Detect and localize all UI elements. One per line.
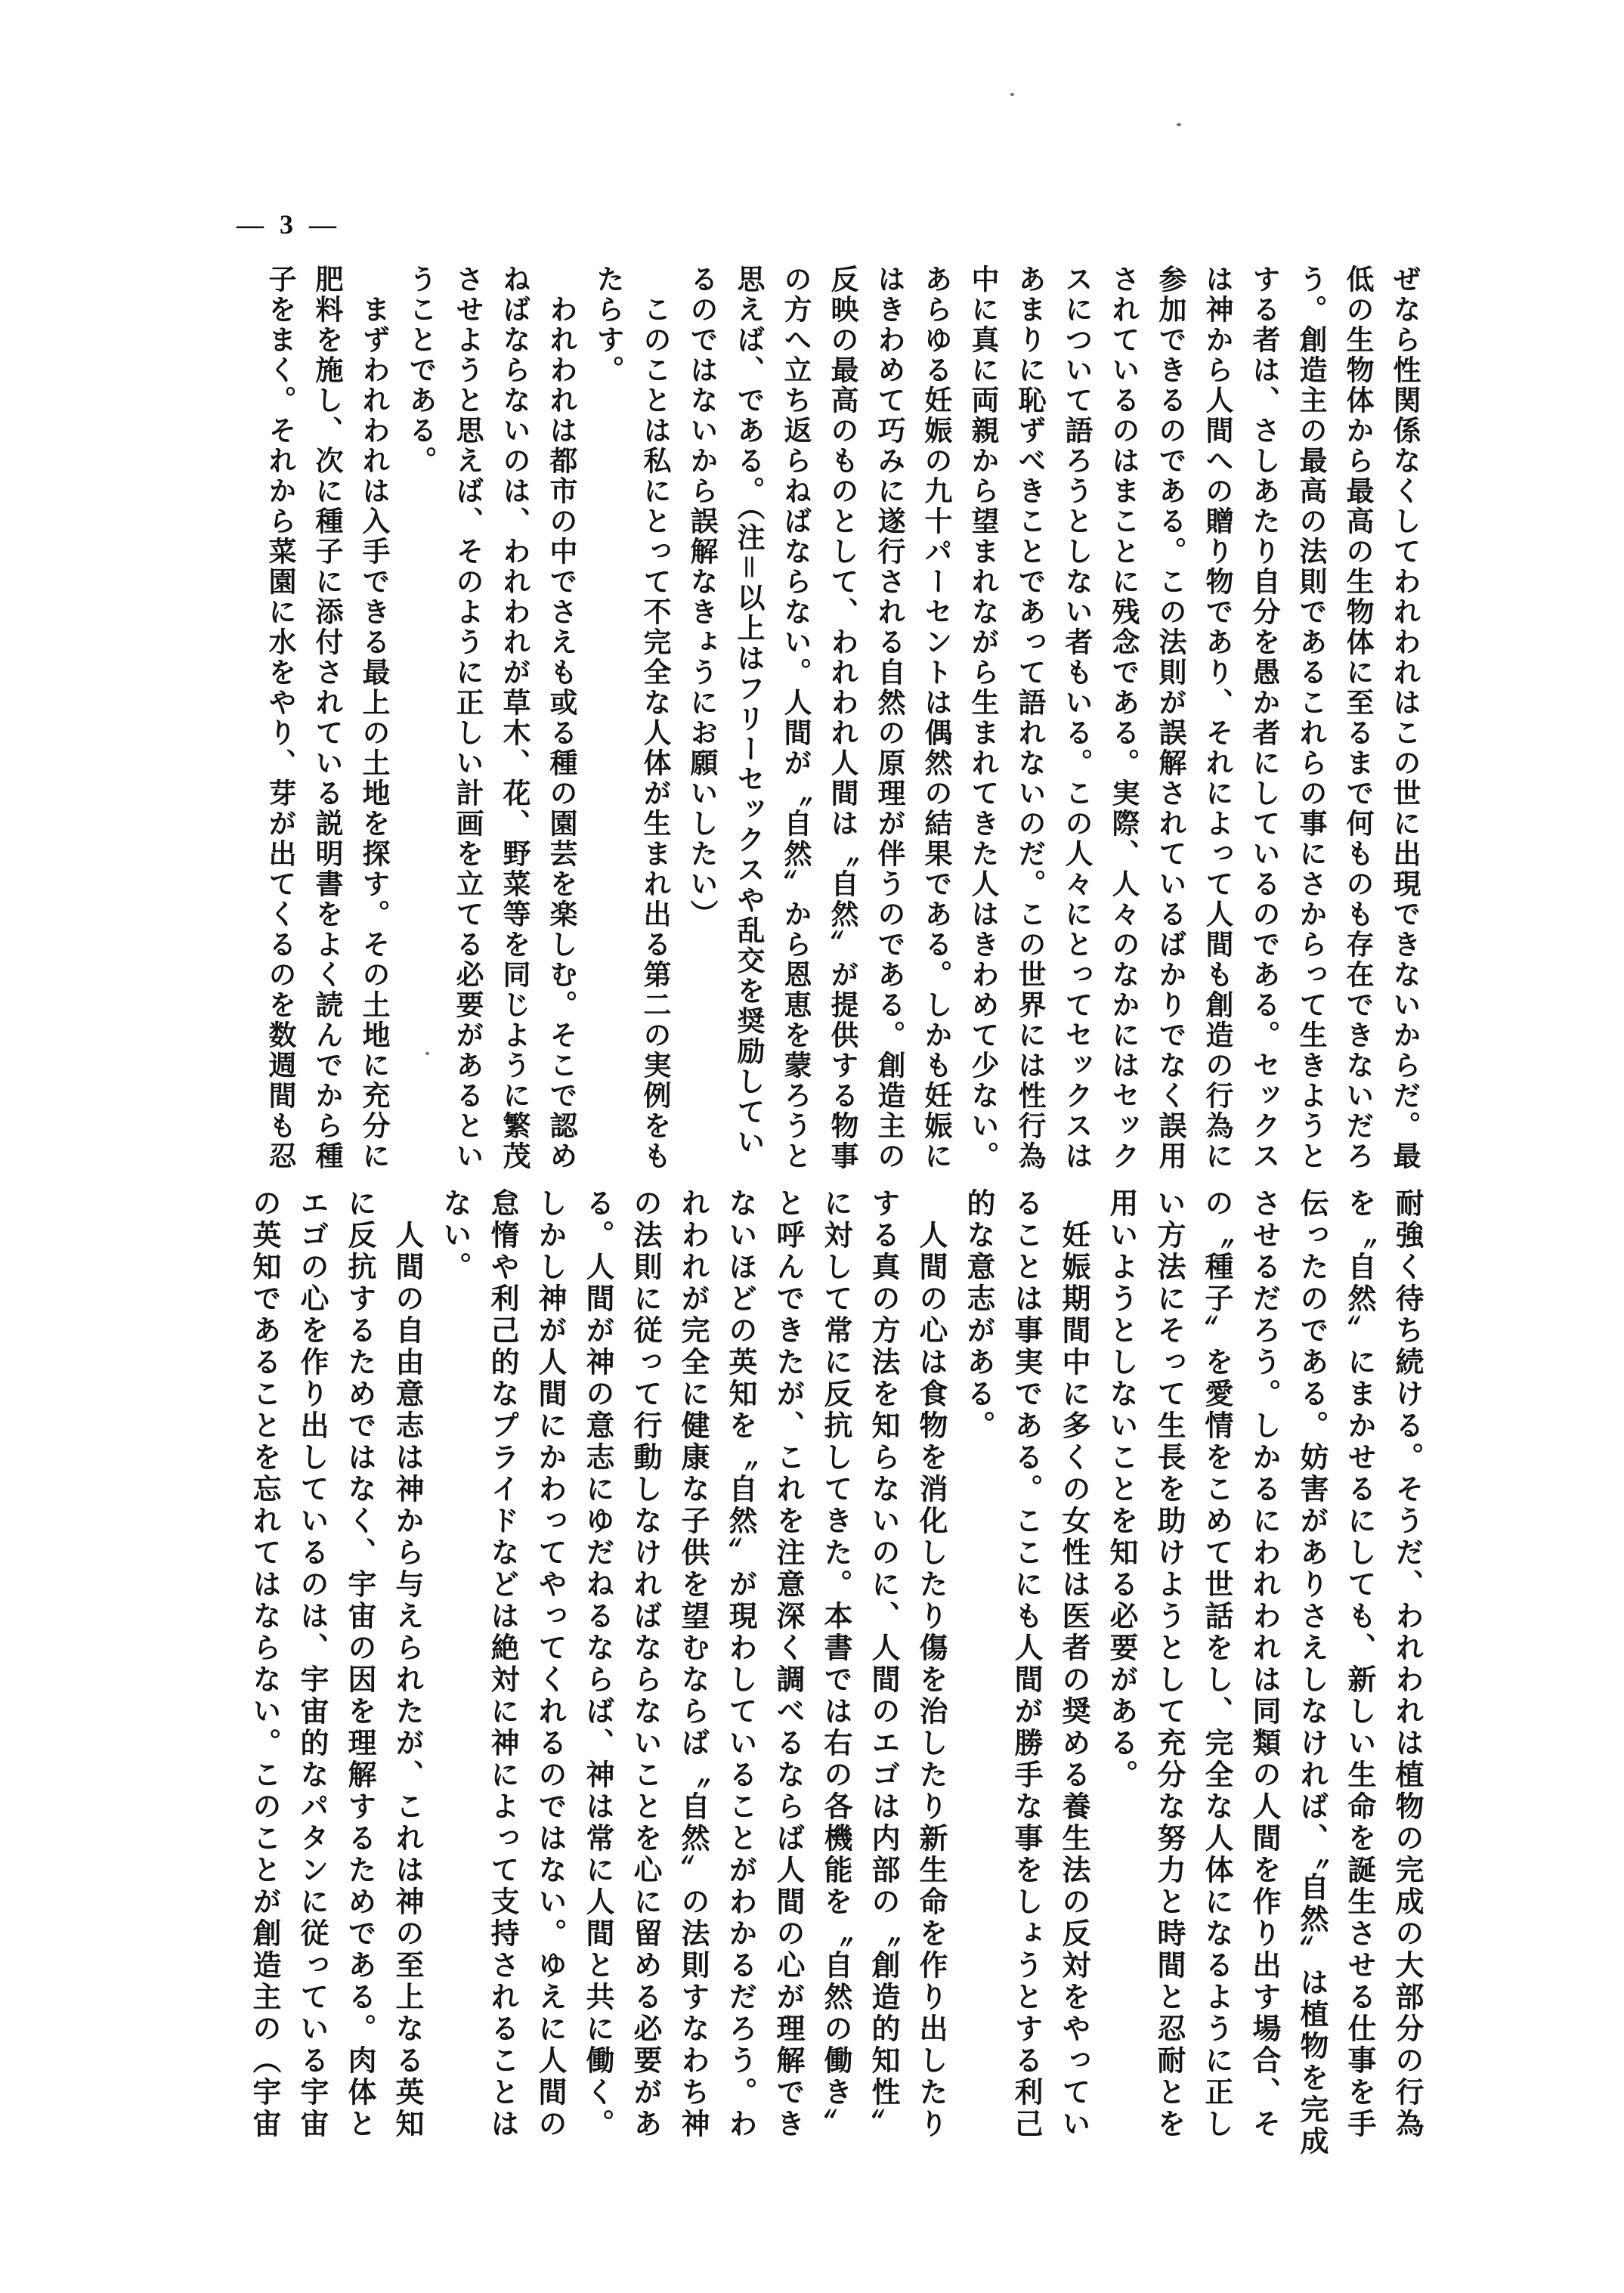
text-column: させるだろう。しかるにわれわれは同類の人間を作り出す場合、そ <box>1248 1188 1279 2140</box>
text-column: しかし神が人間にかわってやってくれるのではない。ゆえに人間の <box>534 1188 565 2140</box>
text-column: このことは私にとって不完全な人体が生まれ出る第二の実例をも <box>639 265 670 1171</box>
text-column: たらす。 <box>592 265 623 385</box>
text-column: の〝種子〞を愛情をこめて世話をし、完全な人体になるように正し <box>1200 1188 1232 2140</box>
text-column: ぜなら性関係なくしてわれわれはこの世に出現できないからだ。最 <box>1388 265 1419 1171</box>
text-column: 人間の自由意志は神から与えられたが、これは神の至上なる英知 <box>391 1188 422 2140</box>
text-column: 用いようとしないことを知る必要がある。 <box>1105 1188 1137 1791</box>
text-column: まずわれわれは入手できる最上の土地を探す。その土地に充分に <box>357 265 388 1171</box>
text-column: エゴの心を作り出しているのは、宇宙的なパタンに従っている宇宙 <box>295 1188 327 2140</box>
text-column: する者は、さしあたり自分を愚か者にしているのである。セックス <box>1248 265 1279 1171</box>
page-number: — 3 — <box>237 209 341 240</box>
text-column: 低の生物体から最高の生物体に至るまで何ものも存在できないだろ <box>1341 265 1372 1171</box>
text-column: 反映の最高のものとして、われわれ人間は〝自然〞が提供する物事 <box>826 265 857 1171</box>
scan-speck <box>425 1052 429 1055</box>
text-column: る。人間が神の意志にゆだねるならば、神は常に人間と共に働く。 <box>581 1188 613 2140</box>
text-column: 子をまく。それから菜園に水をやり、芽が出てくるのを数週間も忍 <box>264 265 295 1171</box>
text-column: ないほどの英知を〝自然〞が現わしていることがわかるだろう。わ <box>724 1188 756 2140</box>
text-column: する真の方法を知らないのに、人間のエゴは内部の〝創造的知性〞 <box>867 1188 899 2140</box>
text-column: を〝自然〞にまかせるにしても、新しい生命を誕生させる仕事を手 <box>1343 1188 1375 2140</box>
text-column: 怠惰や利己的なプライドなどは絶対に神によって支持されることは <box>486 1188 518 2140</box>
text-column: の方へ立ち返らねばならない。人間が〝自然〞から恩恵を蒙ろうと <box>779 265 810 1171</box>
text-column: ることは事実である。ここにも人間が勝手な事をしょうとする利己 <box>1010 1188 1041 2140</box>
text-column: は神から人間への贈り物であり、それによって人間も創造の行為に <box>1201 265 1232 1171</box>
text-column: れわれが完全に健康な子供を望むならば〝自然〞の法則すなわち神 <box>676 1188 708 2140</box>
text-column: あらゆる妊娠の九十パーセントは偶然の結果である。しかも妊娠に <box>920 265 951 1171</box>
text-column: 肥料を施し、次に種子に添付されている説明書をよく読んでから種 <box>311 265 342 1171</box>
text-column: うことである。 <box>404 265 435 476</box>
text-column: われわれは都市の中でさえも或る種の園芸を楽しむ。そこで認め <box>545 265 576 1171</box>
text-column: 妊娠期間中に多くの女性は医者の奨める養生法の反対をやってい <box>1057 1188 1089 2140</box>
text-column: あまりに恥ずべきことであって語れないのだ。この世界には性行為 <box>1013 265 1044 1171</box>
text-column: はきわめて巧みに遂行される自然の原理が伴うのである。創造主の <box>873 265 904 1171</box>
text-column: い方法にそって生長を助けようとして充分な努力と時間と忍耐とを <box>1152 1188 1184 2140</box>
scan-speck <box>1010 93 1014 96</box>
text-column: に対して常に反抗してきた。本書では右の各機能を〝自然の働き〞 <box>819 1188 851 2140</box>
text-column: スについて語ろうとしない者もいる。この人々にとってセックスは <box>1060 265 1091 1171</box>
text-column: ねばならないのは、われわれが草木、花、野菜等を同じように繁茂 <box>498 265 529 1171</box>
text-column: 中に真に両親から望まれながら生まれてきた人はきわめて少ない。 <box>967 265 998 1171</box>
text-column: と呼んできたが、これを注意深く調べるならば人間の心が理解でき <box>772 1188 803 2140</box>
text-column: させようと思えば、そのように正しい計画を立てる必要があるとい <box>451 265 482 1171</box>
lower-text-block <box>238 1188 1430 2205</box>
text-column: に反抗するためではなく、宇宙の因を理解するためである。肉体と <box>343 1188 375 2140</box>
text-column: の法則に従って行動しなければならないことを心に留める必要があ <box>629 1188 660 2140</box>
text-column: の英知であることを忘れてはならない。このことが創造主の（宇宙 <box>248 1188 280 2140</box>
text-column: う。創造主の最高の法則であるこれらの事にさからって生きようと <box>1295 265 1325 1171</box>
text-column: ない。 <box>438 1188 470 1283</box>
text-column: されているのはまことに残念である。実際、人々のなかにはセック <box>1107 265 1138 1171</box>
text-column: 人間の心は食物を消化したり傷を治したり新生命を作り出したり <box>914 1188 946 2140</box>
text-column: 耐強く待ち続ける。そうだ、われわれは植物の完成の大部分の行為 <box>1390 1188 1422 2140</box>
text-column: るのではないから誤解なきょうにお願いしたい） <box>685 265 716 930</box>
scan-speck <box>1177 123 1181 126</box>
text-column: 参加できるのである。この法則が誤解されているばかりでなく誤用 <box>1154 265 1185 1171</box>
upper-text-block <box>254 265 1427 1217</box>
text-column: 思えば、である。（注＝以上はフリーセックスや乱交を奨励してい <box>732 265 763 1158</box>
text-column: 的な意志がある。 <box>962 1188 994 1442</box>
text-column: 伝ったのである。妨害がありさえしなければ、〝自然〞は植物を完成 <box>1295 1188 1327 2158</box>
